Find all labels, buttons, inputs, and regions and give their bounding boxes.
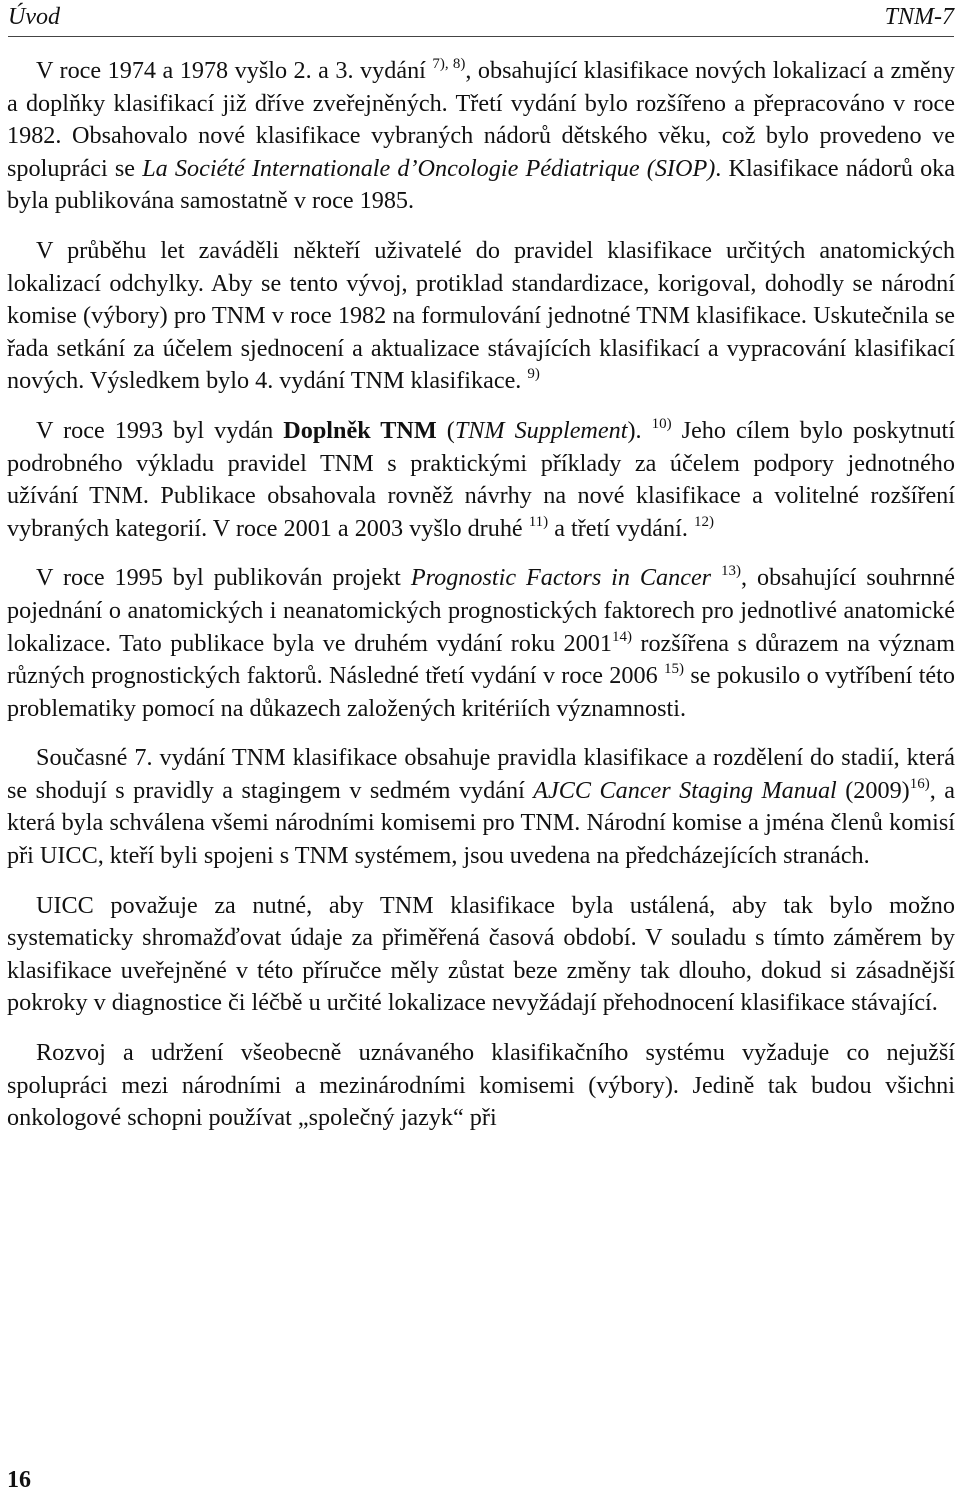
text-run: V roce 1995 byl publikován projekt: [36, 564, 411, 592]
publication-title-italic: AJCC Cancer Staging Manual: [533, 776, 837, 804]
text-run: V roce 1974 a 1978 vyšlo 2. a 3. vydání: [36, 57, 433, 84]
text-run: . Klasifikace nádorů oka byla publikována samostatně v roce 1985.: [7, 154, 955, 215]
paragraph-tnm-supplement: [7, 415, 955, 545]
publication-title-italic: TNM Supplement: [454, 416, 628, 444]
text-run: , obsahující klasifikace nových lokalizací a změny a doplňky klasifikací již dříve zveřejněných. Třetí vydání bylo rozšířeno a přepracováno v roce 1982. Obsahovalo nové klasifikace vybraných nádorů dětského věku, což bylo provedeno ve spolupráci se: [7, 57, 955, 182]
publication-title-italic: Prognostic Factors in Cancer: [410, 564, 712, 592]
text-run: ).: [627, 416, 652, 444]
text-run: Jeho cílem bylo poskytnutí podrobného výkladu pravidel TNM s praktickými příklady za účelem podpory jednotného užívání TNM. Publikace obsahovala rovněž návrhy na nové klasifikace a volitelné rozšíření vybraných kategorií. V roce 2001 a 2003 vyšlo druhé: [7, 416, 955, 542]
text-run: Současné 7. vydání TNM klasifikace obsahuje pravidla klasifikace a rozdělení do stadií, která se shodují s pravidly a stagingem v sedmém vydání: [7, 744, 955, 804]
text-run: V průběhu let zaváděli někteří uživatelé do pravidel klasifikace určitých anatomických lokalizací odchylky. Aby se tento vývoj, protiklad standardizace, korigoval, dohodly se národní komise (výbory) pro TNM v roce 1982 na formulování jednotné TNM klasifikace. Uskutečnila se řada setkání za účelem sjednocení a aktualizace stávajících klasifikací a vypracování klasifikací nových. Výsledkem bylo 4. vydání TNM klasifikace.: [7, 236, 955, 395]
paragraph-prognostic-factors: [7, 562, 955, 725]
text-run: (2009): [836, 776, 910, 804]
citation-marker: 11): [528, 513, 549, 530]
paragraph-history-editions: [7, 55, 955, 218]
citation-marker: 15): [664, 661, 685, 678]
organization-name: La Société Internationale d’Oncologie Pédiatrique (SIOP): [142, 154, 716, 182]
citation-marker: 10): [651, 415, 672, 432]
text-run: , a která byla schválena všemi národními komisemi pro TNM. Národní komise a jména členů komisí při UICC, kteří byli spojeni s TNM systémem, jsou uvedena na předcházejících stranách.: [7, 776, 955, 870]
paragraph-cooperation: [7, 1037, 955, 1135]
text-run: rozšířena s důrazem na význam různých prognostických faktorů. Následné třetí vydání v roce 2006: [7, 629, 955, 690]
body-text: [7, 55, 955, 1135]
text-run: UICC považuje za nutné, aby TNM klasifikace byla ustálená, aby tak bylo možno systematicky shromažďovat údaje za přiměřená časová období. V souladu s tímto záměrem by klasifikace uveřejněné v této příručce měly zůstat beze změny tak dlouho, dokud si zásadnější pokroky v diagnostice či léčbě u určité lokalizace nevyžádají přehodnocení klasifikace stávající.: [7, 891, 955, 1017]
paragraph-unification: [7, 235, 955, 398]
text-run: a třetí vydání.: [548, 514, 694, 542]
header-divider: [8, 36, 954, 37]
text-run: V roce 1993 byl vydán: [36, 416, 284, 444]
citation-marker: 7), 8): [432, 56, 466, 72]
text-run: Rozvoj a udržení všeobecně uznávaného klasifikačního systému vyžaduje co nejužší spolupráci mezi národními a mezinárodními komisemi (výbory). Jedině tak budou všichni onkologové schopni používat „společný jazyk“ při: [7, 1039, 955, 1132]
header-document-code: TNM-7: [884, 4, 954, 30]
text-run: , obsahující souhrnné pojednání o anatomických i neanatomických prognostických faktorech pro jednotlivé anatomické lokalizace. Tato publikace byla ve druhém vydání roku 2001: [7, 564, 955, 657]
citation-marker: 13): [721, 563, 742, 580]
text-run: (: [436, 416, 455, 444]
citation-marker: 9): [527, 366, 540, 383]
text-run: [711, 564, 721, 591]
paragraph-stability: [7, 890, 955, 1020]
publication-title-bold: Doplněk TNM: [283, 416, 437, 444]
page-number: 16: [7, 1467, 31, 1493]
header-section-title: Úvod: [8, 4, 60, 30]
text-run: se pokusilo o vytříbení této problematiky pomocí na důkazech založených kritériích významnosti.: [7, 662, 955, 722]
citation-marker: 12): [693, 513, 714, 530]
running-header: [8, 2, 954, 36]
citation-marker: 14): [611, 628, 632, 645]
paragraph-seventh-edition: [7, 742, 955, 872]
citation-marker: 16): [909, 775, 930, 792]
